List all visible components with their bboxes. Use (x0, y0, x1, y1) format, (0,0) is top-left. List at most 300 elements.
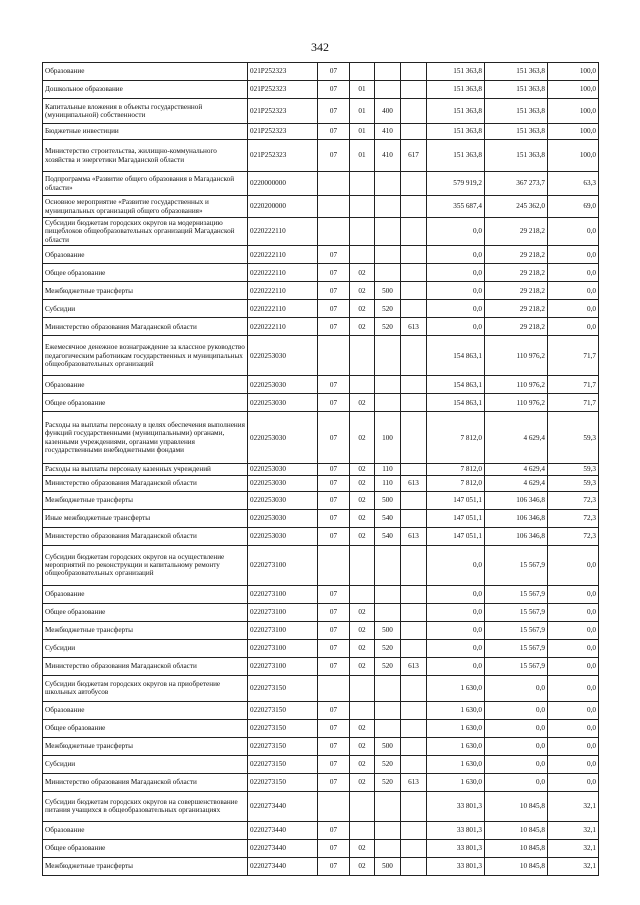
table-row (43, 124, 599, 140)
cell-section: 07 (318, 603, 350, 621)
cell-name: Министерство образования Магаданской области (43, 318, 248, 336)
cell-expense-type (375, 264, 401, 282)
cell-code: 0220253030 (248, 412, 318, 464)
budget-table (42, 62, 599, 876)
cell-admin-code (401, 821, 427, 839)
cell-section: 07 (318, 412, 350, 464)
cell-fact: 29 218,2 (485, 246, 548, 264)
cell-section (318, 545, 350, 585)
table-body (43, 63, 599, 876)
cell-code: 0220273440 (248, 839, 318, 857)
cell-plan: 1 630,0 (427, 701, 485, 719)
cell-code: 0220273100 (248, 657, 318, 675)
cell-admin-code (401, 639, 427, 657)
cell-percent: 59,3 (548, 475, 599, 491)
cell-section: 07 (318, 657, 350, 675)
table-row (43, 412, 599, 464)
cell-percent: 59,3 (548, 464, 599, 475)
cell-code: 0220222110 (248, 282, 318, 300)
cell-fact: 15 567,9 (485, 639, 548, 657)
cell-subsection (350, 585, 375, 603)
cell-expense-type (375, 81, 401, 99)
table-row (43, 140, 599, 172)
cell-fact: 15 567,9 (485, 585, 548, 603)
cell-percent: 100,0 (548, 81, 599, 99)
cell-plan: 33 801,3 (427, 821, 485, 839)
cell-plan: 33 801,3 (427, 857, 485, 875)
cell-plan: 0,0 (427, 300, 485, 318)
cell-plan: 1 630,0 (427, 755, 485, 773)
cell-subsection (350, 675, 375, 701)
cell-percent: 0,0 (548, 585, 599, 603)
cell-code: 0220222110 (248, 246, 318, 264)
cell-name: Общее образование (43, 603, 248, 621)
cell-fact: 0,0 (485, 737, 548, 755)
table-row (43, 821, 599, 839)
cell-subsection: 01 (350, 81, 375, 99)
cell-fact: 15 567,9 (485, 545, 548, 585)
cell-expense-type: 520 (375, 657, 401, 675)
cell-code: 0220273440 (248, 791, 318, 821)
table-row (43, 475, 599, 491)
table-row (43, 755, 599, 773)
cell-plan: 151 363,8 (427, 124, 485, 140)
cell-percent: 0,0 (548, 773, 599, 791)
cell-section: 07 (318, 755, 350, 773)
cell-subsection: 02 (350, 857, 375, 875)
cell-plan: 1 630,0 (427, 773, 485, 791)
cell-fact: 4 629,4 (485, 475, 548, 491)
cell-name: Межбюджетные трансферты (43, 737, 248, 755)
cell-section: 07 (318, 719, 350, 737)
cell-code: 0220273150 (248, 737, 318, 755)
cell-section: 07 (318, 639, 350, 657)
table-row (43, 81, 599, 99)
cell-name: Министерство образования Магаданской области (43, 657, 248, 675)
cell-expense-type (375, 675, 401, 701)
cell-subsection (350, 701, 375, 719)
cell-admin-code (401, 621, 427, 639)
cell-section: 07 (318, 300, 350, 318)
cell-name: Межбюджетные трансферты (43, 491, 248, 509)
cell-code: 021P252323 (248, 140, 318, 172)
cell-admin-code: 617 (401, 140, 427, 172)
table-row (43, 172, 599, 196)
table-row (43, 282, 599, 300)
cell-name: Образование (43, 63, 248, 81)
cell-percent: 0,0 (548, 621, 599, 639)
cell-fact: 367 273,7 (485, 172, 548, 196)
cell-plan: 7 812,0 (427, 475, 485, 491)
cell-code: 0220273100 (248, 621, 318, 639)
cell-name: Межбюджетные трансферты (43, 621, 248, 639)
cell-plan: 0,0 (427, 639, 485, 657)
cell-expense-type: 400 (375, 99, 401, 124)
cell-fact: 151 363,8 (485, 99, 548, 124)
cell-percent: 32,1 (548, 791, 599, 821)
cell-section: 07 (318, 81, 350, 99)
cell-section: 07 (318, 282, 350, 300)
cell-expense-type (375, 791, 401, 821)
table-row (43, 509, 599, 527)
cell-section (318, 196, 350, 218)
cell-admin-code (401, 376, 427, 394)
cell-percent: 32,1 (548, 821, 599, 839)
cell-subsection (350, 196, 375, 218)
cell-name: Субсидии бюджетам городских округов на совершенствование питания учащихся в общеобразовательных организациях (43, 791, 248, 821)
cell-section: 07 (318, 773, 350, 791)
cell-plan: 0,0 (427, 657, 485, 675)
cell-fact: 29 218,2 (485, 264, 548, 282)
cell-fact: 10 845,8 (485, 821, 548, 839)
cell-name: Дошкольное образование (43, 81, 248, 99)
cell-name: Образование (43, 821, 248, 839)
cell-code: 021P252323 (248, 124, 318, 140)
cell-code: 021P252323 (248, 99, 318, 124)
cell-plan: 0,0 (427, 282, 485, 300)
table-row (43, 464, 599, 475)
cell-section (318, 218, 350, 246)
cell-code: 0220273100 (248, 545, 318, 585)
cell-admin-code (401, 585, 427, 603)
cell-section (318, 172, 350, 196)
cell-name: Образование (43, 585, 248, 603)
cell-subsection: 02 (350, 603, 375, 621)
table-row (43, 336, 599, 376)
cell-expense-type (375, 196, 401, 218)
cell-expense-type: 110 (375, 475, 401, 491)
cell-name: Межбюджетные трансферты (43, 857, 248, 875)
cell-fact: 10 845,8 (485, 839, 548, 857)
cell-plan: 0,0 (427, 264, 485, 282)
cell-plan: 355 687,4 (427, 196, 485, 218)
cell-admin-code (401, 172, 427, 196)
cell-expense-type (375, 218, 401, 246)
cell-subsection: 02 (350, 475, 375, 491)
cell-plan: 147 051,1 (427, 509, 485, 527)
cell-percent: 0,0 (548, 639, 599, 657)
cell-expense-type (375, 336, 401, 376)
cell-percent: 69,0 (548, 196, 599, 218)
cell-admin-code (401, 412, 427, 464)
cell-percent: 0,0 (548, 218, 599, 246)
table-row (43, 63, 599, 81)
cell-subsection: 01 (350, 99, 375, 124)
cell-section: 07 (318, 376, 350, 394)
cell-expense-type: 540 (375, 527, 401, 545)
cell-subsection (350, 791, 375, 821)
cell-code: 0220273100 (248, 639, 318, 657)
table-row (43, 839, 599, 857)
cell-plan: 147 051,1 (427, 491, 485, 509)
cell-admin-code (401, 491, 427, 509)
cell-fact: 245 362,0 (485, 196, 548, 218)
cell-plan: 7 812,0 (427, 412, 485, 464)
cell-subsection: 02 (350, 639, 375, 657)
table-row (43, 857, 599, 875)
cell-expense-type (375, 63, 401, 81)
cell-plan: 151 363,8 (427, 140, 485, 172)
cell-fact: 106 346,8 (485, 491, 548, 509)
cell-expense-type: 500 (375, 621, 401, 639)
cell-subsection: 02 (350, 282, 375, 300)
cell-expense-type: 520 (375, 755, 401, 773)
cell-fact: 106 346,8 (485, 527, 548, 545)
cell-plan: 0,0 (427, 603, 485, 621)
cell-fact: 15 567,9 (485, 603, 548, 621)
cell-fact: 0,0 (485, 719, 548, 737)
cell-subsection: 02 (350, 394, 375, 412)
cell-expense-type: 500 (375, 737, 401, 755)
cell-section: 07 (318, 394, 350, 412)
table-row (43, 218, 599, 246)
cell-subsection (350, 821, 375, 839)
cell-name: Субсидии бюджетам городских округов на модернизацию пищеблоков общеобразовательных организаций Магаданской области (43, 218, 248, 246)
cell-name: Министерство образования Магаданской области (43, 527, 248, 545)
cell-name: Расходы на выплаты персоналу казенных учреждений (43, 464, 248, 475)
cell-plan: 0,0 (427, 218, 485, 246)
cell-code: 021P252323 (248, 63, 318, 81)
cell-percent: 72,3 (548, 491, 599, 509)
cell-admin-code (401, 218, 427, 246)
cell-fact: 4 629,4 (485, 464, 548, 475)
cell-section: 07 (318, 737, 350, 755)
cell-expense-type (375, 394, 401, 412)
cell-code: 0220273150 (248, 701, 318, 719)
cell-percent: 0,0 (548, 675, 599, 701)
cell-plan: 154 863,1 (427, 394, 485, 412)
cell-expense-type: 520 (375, 773, 401, 791)
cell-percent: 59,3 (548, 412, 599, 464)
cell-code: 0220253030 (248, 376, 318, 394)
cell-code: 0220222110 (248, 318, 318, 336)
cell-name: Субсидии (43, 639, 248, 657)
table-row (43, 603, 599, 621)
cell-percent: 0,0 (548, 246, 599, 264)
cell-subsection: 02 (350, 755, 375, 773)
cell-name: Межбюджетные трансферты (43, 282, 248, 300)
cell-section: 07 (318, 475, 350, 491)
cell-subsection: 02 (350, 464, 375, 475)
cell-code: 0220222110 (248, 218, 318, 246)
cell-percent: 100,0 (548, 140, 599, 172)
cell-admin-code (401, 791, 427, 821)
cell-admin-code: 613 (401, 318, 427, 336)
cell-section: 07 (318, 509, 350, 527)
cell-fact: 10 845,8 (485, 857, 548, 875)
cell-subsection (350, 545, 375, 585)
cell-name: Общее образование (43, 264, 248, 282)
cell-section: 07 (318, 585, 350, 603)
cell-fact: 10 845,8 (485, 791, 548, 821)
cell-fact: 110 976,2 (485, 376, 548, 394)
table-row (43, 639, 599, 657)
cell-name: Иные межбюджетные трансферты (43, 509, 248, 527)
table-row (43, 394, 599, 412)
cell-subsection: 02 (350, 773, 375, 791)
cell-subsection: 02 (350, 509, 375, 527)
cell-plan: 7 812,0 (427, 464, 485, 475)
cell-percent: 0,0 (548, 603, 599, 621)
cell-section (318, 791, 350, 821)
cell-subsection: 02 (350, 491, 375, 509)
cell-percent: 0,0 (548, 737, 599, 755)
cell-percent: 63,3 (548, 172, 599, 196)
cell-admin-code (401, 675, 427, 701)
cell-name: Субсидии (43, 300, 248, 318)
cell-subsection (350, 336, 375, 376)
cell-name: Подпрограмма «Развитие общего образования в Магаданской области» (43, 172, 248, 196)
cell-expense-type: 110 (375, 464, 401, 475)
cell-expense-type: 500 (375, 857, 401, 875)
cell-plan: 0,0 (427, 318, 485, 336)
cell-subsection: 01 (350, 124, 375, 140)
cell-fact: 151 363,8 (485, 63, 548, 81)
cell-admin-code (401, 300, 427, 318)
cell-expense-type: 100 (375, 412, 401, 464)
cell-admin-code (401, 394, 427, 412)
cell-section: 07 (318, 621, 350, 639)
cell-admin-code (401, 99, 427, 124)
cell-percent: 100,0 (548, 99, 599, 124)
cell-plan: 579 919,2 (427, 172, 485, 196)
cell-admin-code (401, 196, 427, 218)
cell-subsection: 02 (350, 657, 375, 675)
cell-admin-code (401, 755, 427, 773)
cell-admin-code (401, 336, 427, 376)
table-row (43, 621, 599, 639)
table-row (43, 675, 599, 701)
cell-expense-type (375, 585, 401, 603)
cell-expense-type: 520 (375, 639, 401, 657)
cell-name: Капитальные вложения в объекты государственной (муниципальной) собственности (43, 99, 248, 124)
cell-name: Министерство образования Магаданской области (43, 475, 248, 491)
cell-name: Общее образование (43, 719, 248, 737)
cell-expense-type (375, 246, 401, 264)
cell-expense-type (375, 545, 401, 585)
cell-code: 0220273150 (248, 755, 318, 773)
cell-code: 0220273100 (248, 585, 318, 603)
cell-subsection: 02 (350, 318, 375, 336)
cell-name: Ежемесячное денежное вознаграждение за классное руководство педагогическим работникам государственных и муниципальных общеобразовательных организаций (43, 336, 248, 376)
cell-plan: 1 630,0 (427, 675, 485, 701)
cell-code: 021P252323 (248, 81, 318, 99)
cell-plan: 151 363,8 (427, 81, 485, 99)
cell-percent: 71,7 (548, 376, 599, 394)
cell-code: 0220253030 (248, 509, 318, 527)
cell-name: Общее образование (43, 394, 248, 412)
table-row (43, 264, 599, 282)
cell-fact: 29 218,2 (485, 300, 548, 318)
cell-fact: 0,0 (485, 755, 548, 773)
cell-admin-code: 613 (401, 657, 427, 675)
cell-admin-code: 613 (401, 527, 427, 545)
cell-expense-type (375, 172, 401, 196)
table-row (43, 300, 599, 318)
cell-fact: 0,0 (485, 675, 548, 701)
cell-admin-code (401, 719, 427, 737)
cell-subsection: 02 (350, 719, 375, 737)
cell-percent: 71,7 (548, 394, 599, 412)
cell-admin-code (401, 246, 427, 264)
cell-code: 0220273150 (248, 719, 318, 737)
cell-percent: 72,3 (548, 527, 599, 545)
cell-section: 07 (318, 318, 350, 336)
cell-plan: 154 863,1 (427, 336, 485, 376)
cell-admin-code (401, 81, 427, 99)
cell-admin-code (401, 264, 427, 282)
cell-name: Образование (43, 701, 248, 719)
cell-expense-type: 500 (375, 282, 401, 300)
cell-expense-type: 410 (375, 140, 401, 172)
cell-section: 07 (318, 527, 350, 545)
cell-admin-code (401, 509, 427, 527)
cell-expense-type (375, 376, 401, 394)
cell-section: 07 (318, 63, 350, 81)
cell-percent: 0,0 (548, 318, 599, 336)
cell-plan: 1 630,0 (427, 737, 485, 755)
cell-fact: 0,0 (485, 773, 548, 791)
cell-name: Расходы на выплаты персоналу в целях обеспечения выполнения функций государственными (муниципальными) органами, казенными учреждениями, органами управления государственными внебюджетными фондами (43, 412, 248, 464)
cell-percent: 0,0 (548, 657, 599, 675)
cell-subsection (350, 172, 375, 196)
cell-name: Субсидии (43, 755, 248, 773)
cell-code: 0220253030 (248, 475, 318, 491)
cell-plan: 0,0 (427, 585, 485, 603)
cell-section: 07 (318, 99, 350, 124)
table-row (43, 773, 599, 791)
cell-section: 07 (318, 464, 350, 475)
cell-section: 07 (318, 857, 350, 875)
table-row (43, 318, 599, 336)
cell-name: Субсидии бюджетам городских округов на осуществление мероприятий по реконструкции и капитальному ремонту общеобразовательных организаций (43, 545, 248, 585)
cell-section (318, 675, 350, 701)
cell-admin-code (401, 737, 427, 755)
cell-subsection: 02 (350, 839, 375, 857)
table-row (43, 657, 599, 675)
cell-fact: 151 363,8 (485, 81, 548, 99)
cell-code: 0220253030 (248, 336, 318, 376)
cell-fact: 151 363,8 (485, 124, 548, 140)
cell-code: 0220253030 (248, 464, 318, 475)
table-row (43, 585, 599, 603)
cell-plan: 1 630,0 (427, 719, 485, 737)
cell-name: Министерство строительства, жилищно-коммунального хозяйства и энергетики Магаданской области (43, 140, 248, 172)
cell-plan: 151 363,8 (427, 63, 485, 81)
cell-admin-code (401, 603, 427, 621)
cell-expense-type: 520 (375, 300, 401, 318)
table-row (43, 491, 599, 509)
cell-section: 07 (318, 140, 350, 172)
cell-subsection: 01 (350, 140, 375, 172)
cell-admin-code (401, 839, 427, 857)
cell-percent: 0,0 (548, 719, 599, 737)
cell-section: 07 (318, 491, 350, 509)
cell-fact: 29 218,2 (485, 218, 548, 246)
cell-percent: 0,0 (548, 545, 599, 585)
cell-section (318, 336, 350, 376)
cell-expense-type (375, 839, 401, 857)
cell-expense-type (375, 821, 401, 839)
cell-code: 0220253030 (248, 491, 318, 509)
cell-section: 07 (318, 246, 350, 264)
cell-code: 0220273150 (248, 675, 318, 701)
cell-plan: 147 051,1 (427, 527, 485, 545)
cell-name: Основное мероприятие «Развитие государственных и муниципальных организаций общего образования» (43, 196, 248, 218)
cell-percent: 32,1 (548, 857, 599, 875)
cell-expense-type: 540 (375, 509, 401, 527)
cell-code: 0220253030 (248, 527, 318, 545)
